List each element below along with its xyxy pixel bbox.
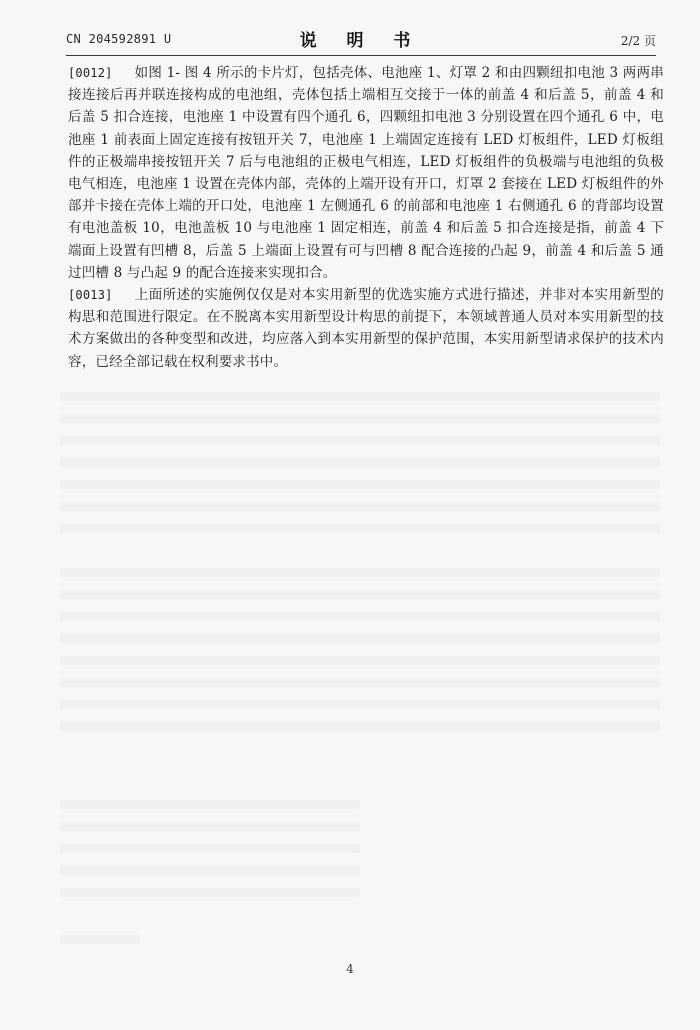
- page-title: 说 明 书: [299, 31, 423, 51]
- header-divider: [66, 55, 656, 56]
- paragraph-0012: [68, 62, 664, 284]
- show-through-line: [60, 414, 660, 423]
- show-through-line: [60, 480, 660, 489]
- show-through-line: [60, 700, 660, 709]
- show-through-line: [60, 634, 660, 643]
- show-through-line: [60, 458, 660, 467]
- show-through-line: [60, 822, 360, 831]
- patent-number: CN 204592891 U: [66, 32, 172, 46]
- show-through-line: [60, 844, 360, 853]
- paragraph-text: 上面所述的实施例仅仅是对本实用新型的优选实施方式进行描述，并非对本实用新型的构思和范围进行限定。在不脱离本实用新型设计构思的前提下，本领域普通人员对本实用新型的技术方案做出的各种变型和改进，均应落入到本实用新型的保护范围，本实用新型请求保护的技术内容，已经全部记载在权利要求书中。: [68, 287, 664, 370]
- paragraph-number: [0013]: [68, 288, 113, 303]
- paragraph-text: 如图 1- 图 4 所示的卡片灯，包括壳体、电池座 1、灯罩 2 和由四颗纽扣电池 3 两两串接连接后再并联连接构成的电池组，壳体包括上端相互交接于一体的前盖 4 和后盖 5，前盖 4 和后盖 5 扣合连接，电池座 1 中设置有四个通孔 6，四颗纽扣电池 3 分别设置在四个通孔 6 中，电池座 1 前表面上固定连接有按钮开关 7，电池座 1 上端固定连接有 LED 灯板组件，LED 灯板组件的正极端串接按钮开关 7 后与电池组的正极电气相连，LED 灯板组件的负极端与电池组的负极电气相连，电池座 1 设置在壳体内部，壳体的上端开设有开口，灯罩 2 套接在 LED 灯板组件的外部并卡接在壳体上端的开口处，电池座 1 左侧通孔 6 的前部和电池座 1 右侧通孔 6 的背部均设置有电池盖板 10，电池盖板 10 与电池座 1 固定相连，前盖 4 和后盖 5 扣合连接是指，前盖 4 下端面上设置有凹槽 8，后盖 5 上端面上设置有可与凹槽 8 配合连接的凸起 9，前盖 4 和后盖 5 通过凹槽 8 与凸起 9 的配合连接来实现扣合。: [68, 65, 665, 281]
- page-header: [66, 26, 656, 54]
- paragraph-number: [0012]: [68, 66, 113, 80]
- description-body: [68, 62, 664, 373]
- show-through-line: [60, 888, 360, 897]
- page-count: 2/2 页: [620, 34, 656, 48]
- paragraph-0013: [68, 284, 664, 373]
- show-through-line: [60, 436, 660, 445]
- show-through-line: [60, 656, 660, 665]
- show-through-line: [60, 722, 660, 731]
- show-through-line: [60, 524, 660, 533]
- show-through-line: [60, 678, 660, 687]
- show-through-line: [60, 392, 660, 401]
- show-through-line: [60, 935, 140, 944]
- page-number: 4: [346, 962, 354, 976]
- show-through-line: [60, 866, 360, 875]
- show-through-line: [60, 502, 660, 511]
- show-through-line: [60, 568, 660, 577]
- show-through-line: [60, 590, 660, 599]
- show-through-line: [60, 800, 360, 809]
- show-through-line: [60, 612, 660, 621]
